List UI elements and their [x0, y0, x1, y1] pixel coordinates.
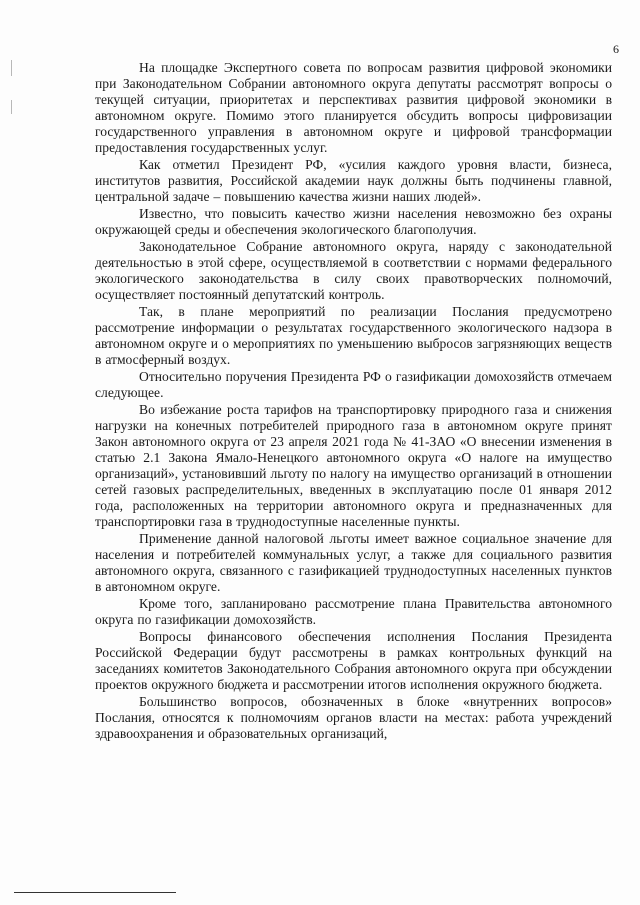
footnote-divider	[14, 892, 176, 893]
scan-margin-mark	[11, 100, 12, 114]
document-body	[95, 60, 612, 743]
paragraph-ecological-supervision: Так, в плане мероприятий по реализации Послания предусмотрено рассмотрение информации о результатах государственного экологического надзора в автономном округе и о мероприятиях по уменьшению выбросов загрязняющих веществ в атмосферный воздух.	[95, 304, 612, 367]
paragraph-digital-economy: На площадке Экспертного совета по вопросам развития цифровой экономики при Законодательном Собрании автономного округа депутаты рассмотрят вопросы о текущей ситуации, приоритетах и перспективах развития цифровой экономики в автономном округе. Помимо этого планируется обсудить вопросы цифровизации государственного управления в автономном округе и цифровой трансформации предоставления государственных услуг.	[95, 60, 612, 155]
paragraph-gas-tariffs-law: Во избежание роста тарифов на транспортировку природного газа и снижения нагрузки на конечных потребителей природного газа в автономном округе принят Закон автономного округа от 23 апреля 2021 года № 41-ЗАО «О внесении изменения в статью 2.1 Закона Ямало-Ненецкого автономного округа «О налоге на имущество организаций», установивший льготу по налогу на имущество организаций в отношении сетей газовых распределительных, введенных в эксплуатацию после 01 января 2012 года, расположенных на территории автономного округа и предназначенных для транспортировки газа в труднодоступные населенные пункты.	[95, 402, 612, 529]
paragraph-legislative-assembly: Законодательное Собрание автономного округа, наряду с законодательной деятельностью в этой сфере, осуществляемой в соответствии с нормами федерального экологического законодательства в силу своих правотворческих полномочий, осуществляет постоянный депутатский контроль.	[95, 239, 612, 302]
paragraph-internal-issues: Большинство вопросов, обозначенных в блоке «внутренних вопросов» Послания, относятся к полномочиям органов власти на местах: работа учреждений здравоохранения и образовательных организаций,	[95, 694, 612, 741]
page-number: 6	[613, 42, 619, 56]
paragraph-tax-benefit: Применение данной налоговой льготы имеет важное социальное значение для населения и потребителей коммунальных услуг, а также для социального развития автономного округа, связанного с газификацией труднодоступных населенных пунктов в автономном округе.	[95, 531, 612, 594]
paragraph-gasification-intro: Относительно поручения Президента РФ о газификации домохозяйств отмечаем следующее.	[95, 369, 612, 400]
paragraph-gasification-plan: Кроме того, запланировано рассмотрение плана Правительства автономного округа по газификации домохозяйств.	[95, 596, 612, 627]
paragraph-financial-support: Вопросы финансового обеспечения исполнения Послания Президента Российской Федерации будут рассмотрены в рамках контрольных функций на заседаниях комитетов Законодательного Собрания автономного округа при обсуждении проектов окружного бюджета и рассмотрении итогов исполнения окружного бюджета.	[95, 629, 612, 692]
scan-margin-mark	[11, 60, 12, 76]
paragraph-environment: Известно, что повысить качество жизни населения невозможно без охраны окружающей среды и обеспечения экологического благополучия.	[95, 206, 612, 237]
paragraph-president-quote: Как отметил Президент РФ, «усилия каждого уровня власти, бизнеса, институтов развития, Российской академии наук должны быть подчинены главной, центральной задаче – повышению качества жизни наших людей».	[95, 157, 612, 204]
